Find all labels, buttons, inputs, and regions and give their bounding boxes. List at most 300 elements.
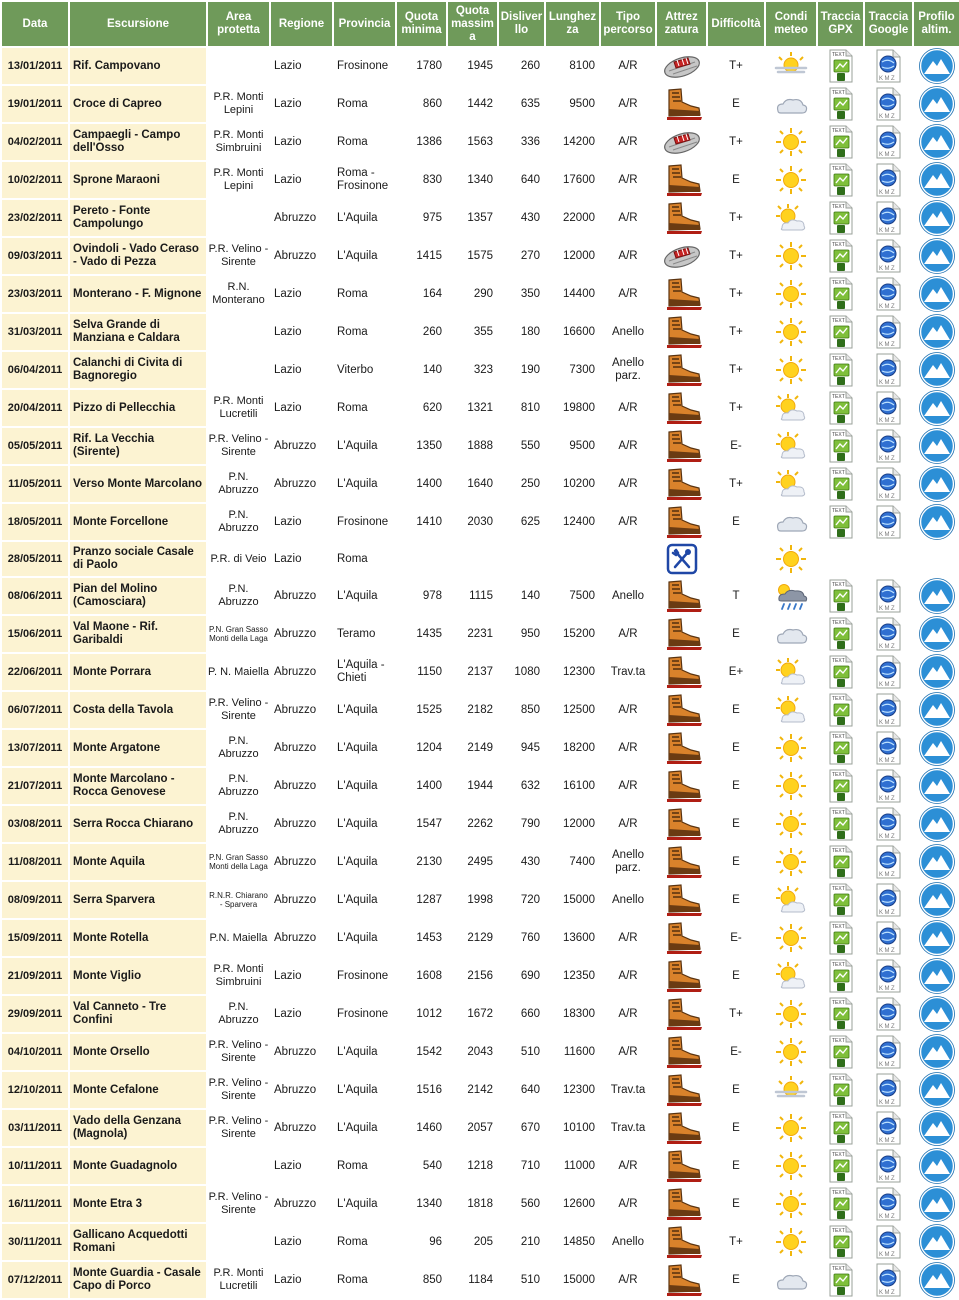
hiking-boot-icon: [657, 277, 706, 311]
table-row: [2, 1110, 959, 1146]
altitude-profile-icon[interactable]: [914, 768, 959, 804]
kmz-google-earth-icon[interactable]: [865, 1149, 912, 1183]
altitude-profile-icon-cell[interactable]: [914, 882, 959, 918]
kmz-google-earth-icon-cell[interactable]: [865, 692, 912, 728]
altitude-profile-icon-cell[interactable]: [914, 466, 959, 502]
empty-gpx-cell: [818, 542, 863, 576]
kmz-google-earth-icon-cell[interactable]: [865, 616, 912, 652]
excursion-name-link[interactable]: Monte Forcellone: [70, 504, 206, 540]
date-cell: 11/08/2011: [2, 844, 68, 880]
gpx-file-icon[interactable]: [818, 617, 863, 651]
svg-text:TEXT: TEXT: [831, 924, 845, 931]
gpx-file-icon-cell[interactable]: [818, 48, 863, 84]
length-cell: 19800: [563, 401, 595, 414]
kmz-google-earth-icon[interactable]: [865, 731, 912, 765]
kmz-google-earth-icon-cell[interactable]: [865, 390, 912, 426]
header-traccia-google: [865, 2, 912, 46]
altitude-profile-icon[interactable]: [914, 428, 959, 464]
excursion-name-link[interactable]: Monterano - F. Mignone: [70, 276, 206, 312]
altitude-profile-icon-cell[interactable]: [914, 124, 959, 160]
altitude-profile-icon-cell[interactable]: [914, 1034, 959, 1070]
header-provincia: [334, 2, 395, 46]
altitude-profile-icon-cell[interactable]: [914, 1110, 959, 1146]
kmz-google-earth-icon-cell[interactable]: [865, 920, 912, 956]
gpx-file-icon-cell[interactable]: [818, 692, 863, 728]
excursion-name-link[interactable]: Costa della Tavola: [70, 692, 206, 728]
excursion-name-link[interactable]: Gallicano Acquedotti Romani: [70, 1224, 206, 1260]
gpx-file-icon[interactable]: [818, 845, 863, 879]
region-cell: Abruzzo: [274, 439, 317, 452]
gpx-file-icon-cell[interactable]: [818, 882, 863, 918]
kmz-google-earth-icon[interactable]: [865, 49, 912, 83]
altitude-profile-icon[interactable]: [914, 276, 959, 312]
min-altitude-cell: 1516: [416, 1083, 442, 1096]
excursion-name-link[interactable]: Pranzo sociale Casale di Paolo: [70, 542, 206, 576]
province-cell: L'Aquila: [337, 1083, 378, 1096]
altitude-profile-icon[interactable]: [914, 1034, 959, 1070]
kmz-google-earth-icon[interactable]: [865, 997, 912, 1031]
kmz-google-earth-icon-cell[interactable]: [865, 654, 912, 690]
kmz-google-earth-icon[interactable]: [865, 315, 912, 349]
protected-area-cell: [208, 1148, 269, 1184]
excursion-name-link[interactable]: Rif. Campovano: [70, 48, 206, 84]
altitude-profile-icon-cell[interactable]: [914, 844, 959, 880]
altitude-profile-icon[interactable]: [914, 1262, 959, 1298]
altitude-profile-icon[interactable]: [914, 996, 959, 1032]
altitude-profile-icon-cell[interactable]: [914, 1186, 959, 1222]
altitude-profile-icon[interactable]: [914, 200, 959, 236]
altitude-profile-icon-cell[interactable]: [914, 806, 959, 842]
elevation-gain-cell: 260: [520, 59, 540, 72]
protected-area-cell: P.R. Velino - Sirente: [208, 243, 269, 268]
altitude-profile-icon-cell[interactable]: [914, 958, 959, 994]
gpx-file-icon-cell[interactable]: [818, 200, 863, 236]
altitude-profile-icon-cell[interactable]: [914, 428, 959, 464]
altitude-profile-icon-cell[interactable]: [914, 692, 959, 728]
excursion-name-link[interactable]: Monte Etra 3: [70, 1186, 206, 1222]
gpx-file-icon[interactable]: [818, 125, 863, 159]
altitude-profile-icon[interactable]: [914, 504, 959, 540]
altitude-profile-icon-cell[interactable]: [914, 314, 959, 350]
kmz-google-earth-icon-cell[interactable]: [865, 200, 912, 236]
altitude-profile-icon-cell[interactable]: [914, 238, 959, 274]
altitude-profile-icon-cell[interactable]: [914, 730, 959, 766]
kmz-google-earth-icon-cell[interactable]: [865, 466, 912, 502]
altitude-profile-icon[interactable]: [914, 390, 959, 426]
excursion-name-link[interactable]: Monte Rotella: [70, 920, 206, 956]
sun-haze-weather-icon: [766, 1075, 816, 1105]
kmz-google-earth-icon[interactable]: [865, 87, 912, 121]
min-altitude-cell: 975: [422, 211, 442, 224]
kmz-google-earth-icon[interactable]: [865, 505, 912, 539]
kmz-google-earth-icon[interactable]: [865, 1225, 912, 1259]
altitude-profile-icon[interactable]: [914, 578, 959, 614]
excursion-name-link[interactable]: Monte Marcolano - Rocca Genovese: [70, 768, 206, 804]
kmz-google-earth-icon[interactable]: [865, 959, 912, 993]
excursion-name-link[interactable]: Serra Rocca Chiarano: [70, 806, 206, 842]
excursion-name-link[interactable]: Monte Argatone: [70, 730, 206, 766]
kmz-google-earth-icon[interactable]: [865, 921, 912, 955]
excursion-name-link[interactable]: Rif. La Vecchia (Sirente): [70, 428, 206, 464]
gpx-file-icon[interactable]: [818, 655, 863, 689]
elevation-gain-cell: 760: [520, 931, 540, 944]
hiking-boot-icon: [657, 997, 706, 1031]
snowshoe-icon-cell: [657, 48, 706, 84]
excursion-name-link[interactable]: Vado della Genzana (Magnola): [70, 1110, 206, 1146]
altitude-profile-icon-cell[interactable]: [914, 996, 959, 1032]
altitude-profile-icon-cell[interactable]: [914, 390, 959, 426]
kmz-google-earth-icon[interactable]: [865, 125, 912, 159]
kmz-google-earth-icon-cell[interactable]: [865, 1034, 912, 1070]
altitude-profile-icon[interactable]: [914, 1110, 959, 1146]
gpx-file-icon-cell[interactable]: [818, 578, 863, 614]
kmz-google-earth-icon[interactable]: [865, 655, 912, 689]
excursion-name-link[interactable]: Croce di Capreo: [70, 86, 206, 122]
kmz-google-earth-icon[interactable]: [865, 1035, 912, 1069]
date-cell: 15/09/2011: [2, 920, 68, 956]
kmz-google-earth-icon[interactable]: [865, 163, 912, 197]
kmz-google-earth-icon-cell[interactable]: [865, 996, 912, 1032]
excursion-name-link[interactable]: Val Maone - Rif. Garibaldi: [70, 616, 206, 652]
gpx-file-icon[interactable]: [818, 959, 863, 993]
kmz-google-earth-icon[interactable]: [865, 807, 912, 841]
altitude-profile-icon[interactable]: [914, 730, 959, 766]
gpx-file-icon-cell[interactable]: [818, 730, 863, 766]
kmz-google-earth-icon-cell[interactable]: [865, 958, 912, 994]
route-type-cell: A/R: [618, 1273, 638, 1286]
altitude-profile-icon-cell[interactable]: [914, 1224, 959, 1260]
protected-area-cell: [208, 352, 269, 388]
gpx-file-icon[interactable]: [818, 87, 863, 121]
altitude-profile-icon-cell[interactable]: [914, 768, 959, 804]
gpx-file-icon[interactable]: [818, 1187, 863, 1221]
min-altitude-cell: 1453: [416, 931, 442, 944]
gpx-file-icon[interactable]: [818, 467, 863, 501]
gpx-file-icon[interactable]: [818, 1111, 863, 1145]
elevation-gain-cell: 640: [520, 1083, 540, 1096]
kmz-google-earth-icon[interactable]: [865, 845, 912, 879]
excursion-name-link[interactable]: Serra Sparvera: [70, 882, 206, 918]
gpx-file-icon[interactable]: [818, 807, 863, 841]
kmz-google-earth-icon[interactable]: [865, 391, 912, 425]
kmz-google-earth-icon-cell[interactable]: [865, 806, 912, 842]
altitude-profile-icon-cell[interactable]: [914, 200, 959, 236]
kmz-google-earth-icon-cell[interactable]: [865, 1224, 912, 1260]
excursion-name-link[interactable]: Verso Monte Marcolano: [70, 466, 206, 502]
elevation-gain-cell: 945: [520, 741, 540, 754]
gpx-file-icon-cell[interactable]: [818, 768, 863, 804]
altitude-profile-icon-cell[interactable]: [914, 86, 959, 122]
gpx-file-icon-cell[interactable]: [818, 276, 863, 312]
gpx-file-icon-cell[interactable]: [818, 654, 863, 690]
excursion-name-link[interactable]: Pian del Molino (Camosciara): [70, 578, 206, 614]
altitude-profile-icon-cell[interactable]: [914, 352, 959, 388]
altitude-profile-icon-cell[interactable]: [914, 654, 959, 690]
altitude-profile-icon-cell[interactable]: [914, 1072, 959, 1108]
sun-weather-icon-cell: [766, 542, 816, 576]
length-cell: 12400: [563, 515, 595, 528]
altitude-profile-icon[interactable]: [914, 48, 959, 84]
altitude-profile-icon[interactable]: [914, 124, 959, 160]
kmz-google-earth-icon-cell[interactable]: [865, 276, 912, 312]
gpx-file-icon[interactable]: [818, 239, 863, 273]
kmz-google-earth-icon[interactable]: [865, 1263, 912, 1297]
svg-text:KMZ: KMZ: [878, 342, 896, 348]
length-cell: 12350: [563, 969, 595, 982]
altitude-profile-icon[interactable]: [914, 616, 959, 652]
svg-text:TEXT: TEXT: [831, 1266, 845, 1273]
kmz-google-earth-icon-cell[interactable]: [865, 1072, 912, 1108]
length-cell: 16600: [563, 325, 595, 338]
gpx-file-icon[interactable]: [818, 353, 863, 387]
kmz-google-earth-icon[interactable]: [865, 769, 912, 803]
gpx-file-icon[interactable]: [818, 277, 863, 311]
route-type-cell: A/R: [618, 287, 638, 300]
altitude-profile-icon[interactable]: [914, 654, 959, 690]
region-cell: Abruzzo: [274, 627, 317, 640]
sun-weather-icon: [766, 241, 816, 271]
altitude-profile-icon-cell[interactable]: [914, 1148, 959, 1184]
altitude-profile-icon[interactable]: [914, 162, 959, 198]
table-row: [2, 654, 959, 690]
kmz-google-earth-icon[interactable]: [865, 353, 912, 387]
sun-weather-icon-cell: [766, 1148, 816, 1184]
kmz-google-earth-icon[interactable]: [865, 693, 912, 727]
gpx-file-icon-cell[interactable]: [818, 806, 863, 842]
kmz-google-earth-icon-cell[interactable]: [865, 504, 912, 540]
excursion-name-link[interactable]: Campaegli - Campo dell'Osso: [70, 124, 206, 160]
length-cell: 9500: [569, 97, 595, 110]
difficulty-cell: E+: [728, 665, 744, 678]
max-altitude-cell: 1945: [467, 59, 493, 72]
altitude-profile-icon-cell[interactable]: [914, 162, 959, 198]
snowshoe-icon-cell: [657, 124, 706, 160]
svg-text:KMZ: KMZ: [878, 456, 896, 462]
kmz-google-earth-icon-cell[interactable]: [865, 578, 912, 614]
excursion-name-link[interactable]: Sprone Maraoni: [70, 162, 206, 198]
excursion-name-link[interactable]: Monte Porrara: [70, 654, 206, 690]
excursion-name-link[interactable]: Pizzo di Pellecchia: [70, 390, 206, 426]
header-text-line: za: [566, 24, 579, 36]
gpx-file-icon[interactable]: [818, 429, 863, 463]
gpx-file-icon[interactable]: [818, 997, 863, 1031]
kmz-google-earth-icon[interactable]: [865, 467, 912, 501]
gpx-file-icon-cell[interactable]: [818, 1186, 863, 1222]
kmz-google-earth-icon-cell[interactable]: [865, 1186, 912, 1222]
gpx-file-icon-cell[interactable]: [818, 124, 863, 160]
table-row: [2, 1224, 959, 1260]
gpx-file-icon-cell[interactable]: [818, 1034, 863, 1070]
kmz-google-earth-icon-cell[interactable]: [865, 428, 912, 464]
gpx-file-icon-cell[interactable]: [818, 1262, 863, 1298]
kmz-google-earth-icon[interactable]: [865, 1187, 912, 1221]
route-type-cell: A/R: [618, 969, 638, 982]
gpx-file-icon-cell[interactable]: [818, 86, 863, 122]
kmz-google-earth-icon-cell[interactable]: [865, 86, 912, 122]
altitude-profile-icon[interactable]: [914, 882, 959, 918]
table-row: [2, 48, 959, 84]
gpx-file-icon[interactable]: [818, 921, 863, 955]
difficulty-cell: E-: [730, 931, 742, 944]
province-cell: L'Aquila: [337, 1197, 378, 1210]
gpx-file-icon[interactable]: [818, 693, 863, 727]
svg-text:KMZ: KMZ: [878, 76, 896, 82]
kmz-google-earth-icon[interactable]: [865, 579, 912, 613]
excursion-name-link[interactable]: Monte Guadagnolo: [70, 1148, 206, 1184]
hiking-boot-icon-cell: [657, 768, 706, 804]
svg-text:KMZ: KMZ: [878, 228, 896, 234]
kmz-google-earth-icon-cell[interactable]: [865, 1148, 912, 1184]
altitude-profile-icon[interactable]: [914, 1072, 959, 1108]
altitude-profile-icon-cell[interactable]: [914, 1262, 959, 1298]
gpx-file-icon-cell[interactable]: [818, 1072, 863, 1108]
kmz-google-earth-icon-cell[interactable]: [865, 124, 912, 160]
gpx-file-icon[interactable]: [818, 1073, 863, 1107]
gpx-file-icon-cell[interactable]: [818, 1110, 863, 1146]
altitude-profile-icon[interactable]: [914, 238, 959, 274]
excursion-name-link[interactable]: Pereto - Fonte Campolungo: [70, 200, 206, 236]
kmz-google-earth-icon[interactable]: [865, 429, 912, 463]
kmz-google-earth-icon-cell[interactable]: [865, 882, 912, 918]
gpx-file-icon[interactable]: [818, 1035, 863, 1069]
kmz-google-earth-icon-cell[interactable]: [865, 238, 912, 274]
gpx-file-icon[interactable]: [818, 505, 863, 539]
hiking-boot-icon-cell: [657, 806, 706, 842]
excursion-name-link[interactable]: Selva Grande di Manziana e Caldara: [70, 314, 206, 350]
kmz-google-earth-icon-cell[interactable]: [865, 768, 912, 804]
excursion-name-link[interactable]: Monte Guardia - Casale Capo di Porco: [70, 1262, 206, 1298]
excursion-name-link[interactable]: Calanchi di Civita di Bagnoregio: [70, 352, 206, 388]
gpx-file-icon-cell[interactable]: [818, 504, 863, 540]
altitude-profile-icon[interactable]: [914, 1186, 959, 1222]
altitude-profile-icon-cell[interactable]: [914, 48, 959, 84]
excursion-name-link[interactable]: Monte Viglio: [70, 958, 206, 994]
altitude-profile-icon[interactable]: [914, 958, 959, 994]
date-cell: 11/05/2011: [2, 466, 68, 502]
gpx-file-icon-cell[interactable]: [818, 920, 863, 956]
altitude-profile-icon[interactable]: [914, 314, 959, 350]
gpx-file-icon-cell[interactable]: [818, 428, 863, 464]
svg-text:TEXT: TEXT: [831, 1190, 845, 1197]
kmz-google-earth-icon-cell[interactable]: [865, 1262, 912, 1298]
route-type-cell: A/R: [618, 779, 638, 792]
gpx-file-icon[interactable]: [818, 163, 863, 197]
kmz-google-earth-icon-cell[interactable]: [865, 1110, 912, 1146]
kmz-google-earth-icon[interactable]: [865, 1073, 912, 1107]
date-cell: 23/03/2011: [2, 276, 68, 312]
route-type-cell: A/R: [618, 401, 638, 414]
gpx-file-icon[interactable]: [818, 731, 863, 765]
sun-weather-icon-cell: [766, 1034, 816, 1070]
gpx-file-icon-cell[interactable]: [818, 352, 863, 388]
altitude-profile-icon-cell[interactable]: [914, 578, 959, 614]
altitude-profile-icon[interactable]: [914, 1224, 959, 1260]
gpx-file-icon-cell[interactable]: [818, 238, 863, 274]
kmz-google-earth-icon[interactable]: [865, 277, 912, 311]
kmz-google-earth-icon-cell[interactable]: [865, 352, 912, 388]
gpx-file-icon-cell[interactable]: [818, 996, 863, 1032]
excursion-name-link[interactable]: Val Canneto - Tre Confini: [70, 996, 206, 1032]
kmz-google-earth-icon[interactable]: [865, 201, 912, 235]
gpx-file-icon-cell[interactable]: [818, 1224, 863, 1260]
gpx-file-icon[interactable]: [818, 1263, 863, 1297]
date-cell: 10/02/2011: [2, 162, 68, 198]
gpx-file-icon[interactable]: [818, 1225, 863, 1259]
altitude-profile-icon-cell[interactable]: [914, 276, 959, 312]
kmz-google-earth-icon-cell[interactable]: [865, 730, 912, 766]
gpx-file-icon-cell[interactable]: [818, 1148, 863, 1184]
gpx-file-icon[interactable]: [818, 391, 863, 425]
excursion-name-link[interactable]: Ovindoli - Vado Ceraso - Vado di Pezza: [70, 238, 206, 274]
altitude-profile-icon[interactable]: [914, 352, 959, 388]
altitude-profile-icon-cell[interactable]: [914, 616, 959, 652]
elevation-gain-cell: 640: [520, 173, 540, 186]
difficulty-cell: T: [732, 589, 740, 602]
kmz-google-earth-icon-cell[interactable]: [865, 48, 912, 84]
altitude-profile-icon[interactable]: [914, 844, 959, 880]
region-cell: Abruzzo: [274, 1197, 317, 1210]
altitude-profile-icon[interactable]: [914, 86, 959, 122]
gpx-file-icon-cell[interactable]: [818, 616, 863, 652]
gpx-file-icon[interactable]: [818, 769, 863, 803]
gpx-file-icon-cell[interactable]: [818, 466, 863, 502]
gpx-file-icon-cell[interactable]: [818, 390, 863, 426]
altitude-profile-icon[interactable]: [914, 1148, 959, 1184]
kmz-google-earth-icon[interactable]: [865, 617, 912, 651]
kmz-google-earth-icon[interactable]: [865, 1111, 912, 1145]
hiking-boot-icon-cell: [657, 352, 706, 388]
svg-text:TEXT: TEXT: [831, 1152, 845, 1159]
altitude-profile-icon[interactable]: [914, 920, 959, 956]
gpx-file-icon[interactable]: [818, 579, 863, 613]
gpx-file-icon-cell[interactable]: [818, 958, 863, 994]
gpx-file-icon-cell[interactable]: [818, 162, 863, 198]
header-escursione: [70, 2, 206, 46]
kmz-google-earth-icon[interactable]: [865, 883, 912, 917]
excursion-name-link[interactable]: Monte Cefalone: [70, 1072, 206, 1108]
excursion-name-link[interactable]: Monte Orsello: [70, 1034, 206, 1070]
gpx-file-icon[interactable]: [818, 883, 863, 917]
gpx-file-icon[interactable]: [818, 49, 863, 83]
kmz-google-earth-icon-cell[interactable]: [865, 162, 912, 198]
region-cell: Abruzzo: [274, 855, 317, 868]
difficulty-cell: E: [732, 855, 740, 868]
province-cell: L'Aquila: [337, 1121, 378, 1134]
province-cell: Viterbo: [337, 363, 374, 376]
kmz-google-earth-icon-cell[interactable]: [865, 844, 912, 880]
altitude-profile-icon[interactable]: [914, 692, 959, 728]
kmz-google-earth-icon[interactable]: [865, 239, 912, 273]
gpx-file-icon-cell[interactable]: [818, 314, 863, 350]
gpx-file-icon[interactable]: [818, 315, 863, 349]
gpx-file-icon[interactable]: [818, 201, 863, 235]
altitude-profile-icon-cell[interactable]: [914, 504, 959, 540]
svg-text:TEXT: TEXT: [831, 658, 845, 665]
altitude-profile-icon[interactable]: [914, 466, 959, 502]
date-cell: 21/07/2011: [2, 768, 68, 804]
altitude-profile-icon[interactable]: [914, 806, 959, 842]
gpx-file-icon[interactable]: [818, 1149, 863, 1183]
difficulty-cell: T+: [729, 287, 743, 300]
kmz-google-earth-icon-cell[interactable]: [865, 314, 912, 350]
length-cell: 10200: [563, 477, 595, 490]
header-quota-minima: [397, 2, 446, 46]
date-cell: 16/11/2011: [2, 1186, 68, 1222]
altitude-profile-icon-cell[interactable]: [914, 920, 959, 956]
max-altitude-cell: 1321: [467, 401, 493, 414]
excursion-name-link[interactable]: Monte Aquila: [70, 844, 206, 880]
gpx-file-icon-cell[interactable]: [818, 844, 863, 880]
